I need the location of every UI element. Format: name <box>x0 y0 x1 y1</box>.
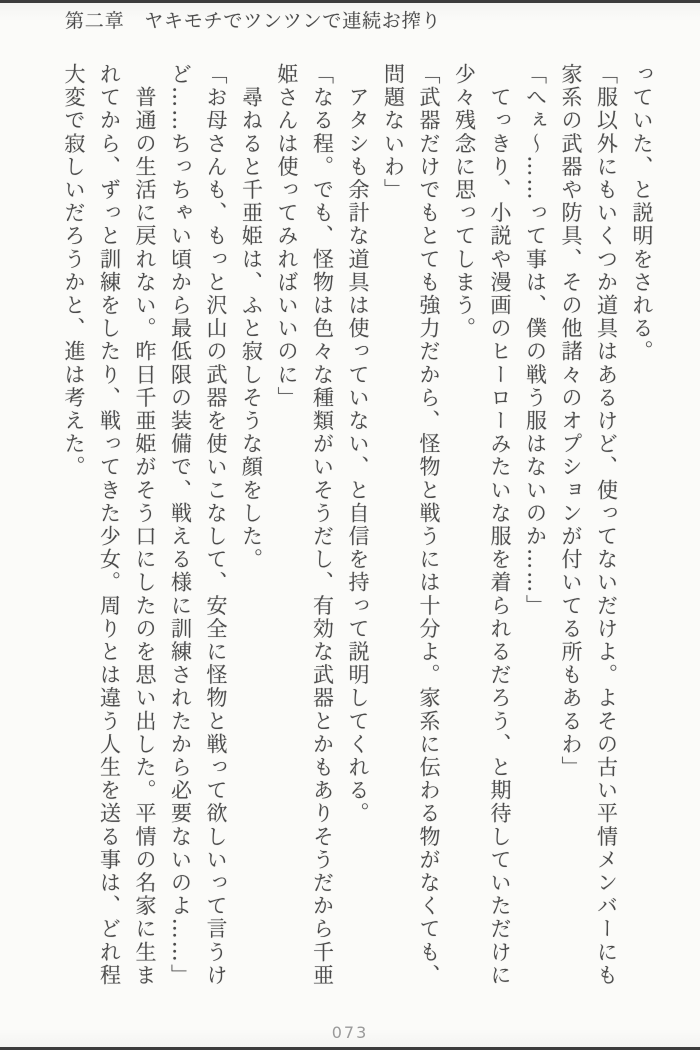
text-line: 家系の武器や防具、その他諸々のオプションが付いてる所もあるわ」 <box>559 63 583 780</box>
text-line: ど……ちっちゃい頃から最低限の装備で、戦える様に訓練されたから必要ないのよ……」 <box>168 63 193 987</box>
text-line: 尋ねると千亜姫は、ふと寂しそうな顔をした。 <box>239 63 264 572</box>
text-line: 少々残念に思ってしまう。 <box>452 63 477 341</box>
text-line: 「なる程。でも、怪物は色々な種類がいそうだし、有効な武器とかもありそうだから千亜 <box>310 63 335 987</box>
text-line: 姫さんは使ってみればいいのに」 <box>275 63 299 410</box>
text-line: れてから、ずっと訓練をしたり、戦ってきた少女。周りとは違う人生を送る事は、どれ程 <box>97 63 122 987</box>
body-text <box>56 63 660 993</box>
text-line: 「武器だけでもとても強力だから、怪物と戦うには十分よ。家系に伝わる物がなくても、 <box>417 63 441 987</box>
text-line: 「服以外にもいくつか道具はあるけど、使ってないだけよ。よその古い平情メンバーにも <box>594 63 619 987</box>
scan-edge-top <box>0 0 700 3</box>
text-line: 「へぇ～……って事は、僕の戦う服はないのか……」 <box>523 63 548 618</box>
text-line: 「お母さんも、もっと沢山の武器を使いこなして、安全に怪物と戦って欲しいって言うけ <box>204 63 228 987</box>
text-line: っていた、と説明をされる。 <box>630 63 654 364</box>
text-line: 大変で寂しいだろうかと、進は考えた。 <box>62 63 86 479</box>
page-number: 073 <box>331 1023 369 1042</box>
text-line: アタシも余計な道具は使っていない、と自信を持って説明してくれる。 <box>346 63 370 826</box>
text-line: てっきり、小説や漫画のヒーローみたいな服を着られるだろう、と期待していただけに <box>488 63 512 987</box>
text-line: 普通の生活に戻れない。昨日千亜姫がそう口にしたのを思い出した。平情の名家に生ま <box>133 63 157 987</box>
chapter-title: 第二章 ヤキモチでツンツンで連続お搾り <box>65 10 442 32</box>
text-line: 問題ないわ」 <box>381 63 406 202</box>
